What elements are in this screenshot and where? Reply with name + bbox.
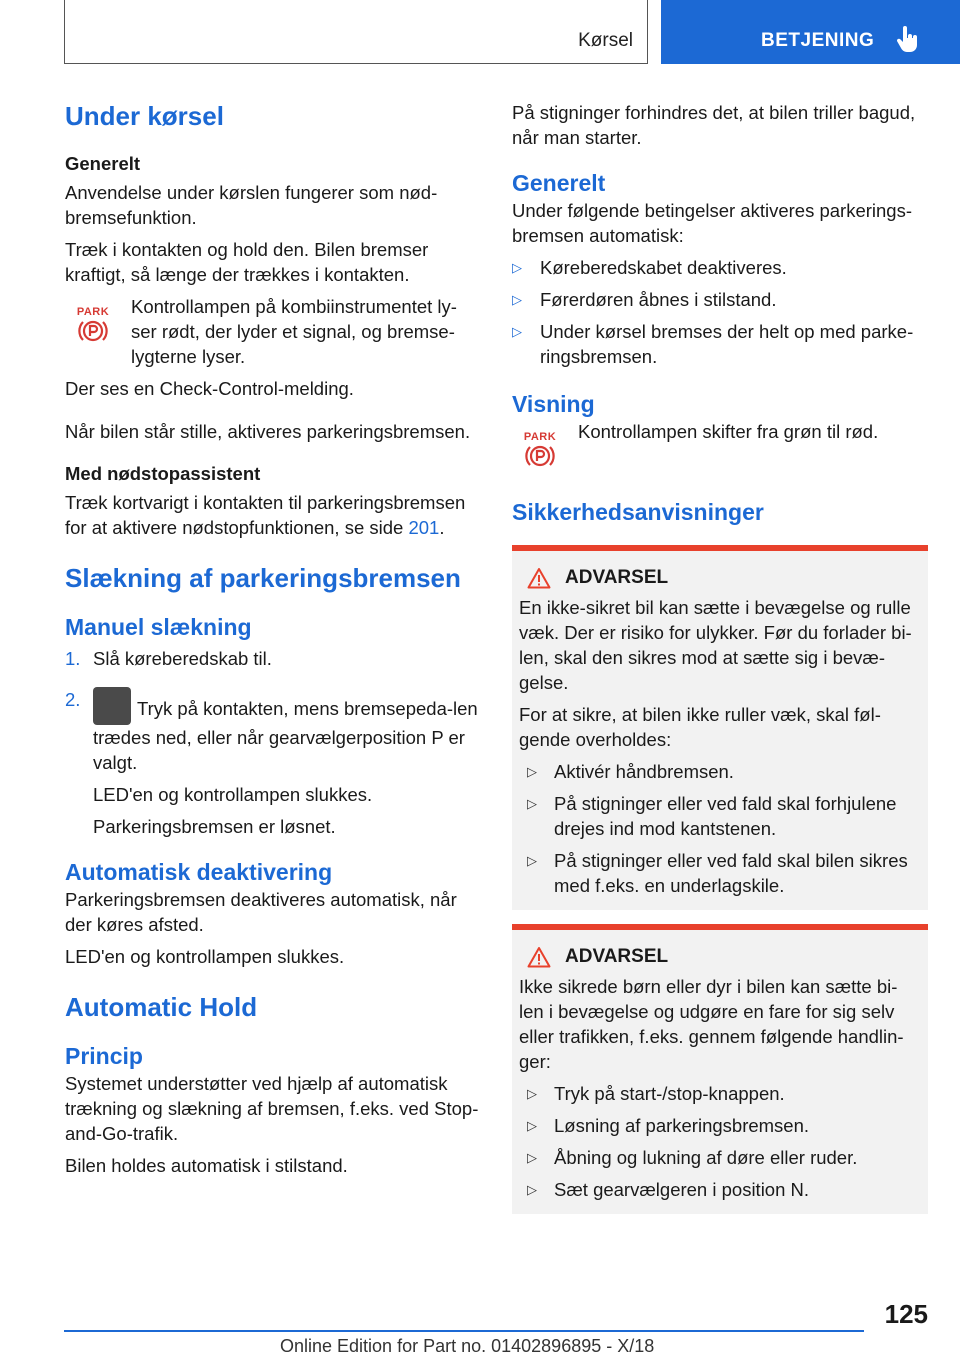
heading-princip: Princip — [65, 1043, 143, 1069]
step-text: Slå køreberedskab til. — [93, 648, 272, 669]
park-indicator-row — [512, 419, 928, 469]
header-chapter-tab[interactable] — [661, 0, 960, 64]
triangle-bullet-icon: ▷ — [527, 796, 537, 811]
footer-divider — [64, 1330, 864, 1332]
paragraph: Træk i kontakten og hold den. Bilen bremser kraftigt, så længe der trækkes i kontakten. — [65, 239, 429, 285]
triangle-bullet-icon: ▷ — [527, 764, 537, 779]
step-number: 1. — [65, 648, 81, 669]
parking-brake-switch-icon — [93, 687, 131, 725]
parking-brake-symbol-icon — [78, 318, 108, 344]
list-item-text: Tryk på start-/stop-knappen. — [554, 1083, 785, 1104]
right-column — [512, 100, 928, 1214]
park-indicator-text: Kontrollampen skifter fra grøn til rød. — [578, 421, 879, 442]
triangle-bullet-icon: ▷ — [527, 853, 537, 868]
warning-triangle-icon — [527, 946, 551, 968]
step-item — [65, 687, 480, 839]
triangle-bullet-icon: ▷ — [512, 324, 522, 339]
paragraph: På stigninger forhindres det, at bilen triller bagud, når man starter. — [512, 102, 916, 148]
list-item — [519, 759, 921, 784]
step-number: 2. — [65, 689, 81, 710]
warning-box — [512, 545, 928, 910]
list-item — [512, 319, 928, 369]
paragraph: Der ses en Check-Control-melding. — [65, 378, 354, 399]
heading-automatic-hold: Automatic Hold — [65, 992, 258, 1022]
header-chapter-title: BETJENING — [761, 30, 875, 51]
warning-paragraph: Ikke sikrede børn eller dyr i bilen kan sætte bi-len i bevægelse og udgøre en fare for sig selv eller trafikken, f.eks. gennem følgende handlin-ger: — [519, 976, 904, 1072]
heading-under-koersel: Under kørsel — [65, 101, 224, 131]
list-item-text: På stigninger eller ved fald skal forhjulene drejes ind mod kantstenen. — [554, 793, 897, 839]
list-item-text: Førerdøren åbnes i stilstand. — [540, 289, 777, 310]
heading-generelt: Generelt — [512, 170, 606, 196]
warning-title-row — [527, 565, 921, 591]
warning-title: ADVARSEL — [565, 567, 669, 588]
hand-pointing-icon — [897, 26, 919, 54]
subheading-generelt: Generelt — [65, 153, 141, 174]
footer-edition: Online Edition for Part no. 01402896895 - X/18 — [280, 1336, 655, 1356]
step-item — [65, 646, 480, 671]
list-item — [512, 255, 928, 280]
conditions-list — [512, 255, 928, 369]
park-brake-icon — [512, 419, 568, 469]
warning-list — [519, 1081, 921, 1202]
triangle-bullet-icon: ▷ — [527, 1118, 537, 1133]
page-link-201[interactable]: 201 — [408, 517, 440, 538]
step-body — [93, 687, 480, 839]
step-note: LED'en og kontrollampen slukkes. — [93, 784, 373, 805]
warning-list — [519, 759, 921, 898]
paragraph: LED'en og kontrollampen slukkes. — [65, 946, 345, 967]
list-item-text: Aktivér håndbremsen. — [554, 761, 734, 782]
list-item — [519, 1177, 921, 1202]
parking-brake-symbol-icon — [525, 443, 555, 469]
warning-title: ADVARSEL — [565, 946, 669, 967]
step-note: Parkeringsbremsen er løsnet. — [93, 816, 336, 837]
park-brake-label: PARK — [523, 431, 557, 443]
paragraph: Parkeringsbremsen deaktiveres automatisk, når der køres afsted. — [65, 889, 457, 935]
paragraph: Bilen holdes automatisk i stilstand. — [65, 1155, 348, 1176]
heading-slaekning: Slækning af parkeringsbremsen — [65, 563, 461, 593]
heading-manuel-slaekning: Manuel slækning — [65, 614, 252, 640]
heading-automatisk-deaktivering: Automatisk deaktivering — [65, 859, 333, 885]
list-item — [519, 1113, 921, 1138]
triangle-bullet-icon: ▷ — [527, 1150, 537, 1165]
park-indicator-row — [65, 294, 480, 369]
paragraph: Under følgende betingelser aktiveres parkerings-bremsen automatisk: — [512, 200, 913, 246]
warning-triangle-icon — [527, 567, 551, 589]
triangle-bullet-icon: ▷ — [512, 292, 522, 307]
paragraph-nodstop — [65, 490, 480, 540]
list-item-text: Løsning af parkeringsbremsen. — [554, 1115, 810, 1136]
paragraph: Systemet understøtter ved hjælp af automatisk trækning og slækning af bremsen, f.eks. ved Stop-and-Go-trafik. — [65, 1073, 479, 1144]
header-section-title: Kørsel — [578, 30, 633, 51]
warning-paragraph: En ikke-sikret bil kan sætte i bevægelse og rulle væk. Der er risiko for ulykker. Før du forlader bi-len, skal den sikres mod at sætte sig i bevæ-gelse. — [519, 597, 912, 693]
list-item-text: Køreberedskabet deaktiveres. — [540, 257, 787, 278]
subheading-nodstop: Med nødstopassistent — [65, 463, 261, 484]
list-item-text: Åbning og lukning af døre eller ruder. — [554, 1147, 858, 1168]
heading-visning: Visning — [512, 391, 595, 417]
paragraph: Anvendelse under kørslen fungerer som nød-bremsefunktion. — [65, 182, 438, 228]
header-section-box — [64, 0, 648, 64]
triangle-bullet-icon: ▷ — [512, 260, 522, 275]
list-item-text: På stigninger eller ved fald skal bilen sikres med f.eks. en underlagskile. — [554, 850, 908, 896]
heading-sikkerhedsanvisninger: Sikkerhedsanvisninger — [512, 499, 764, 525]
list-item — [512, 287, 928, 312]
list-item — [519, 1081, 921, 1106]
park-brake-icon — [65, 294, 121, 344]
park-indicator-text: Kontrollampen på kombiinstrumentet ly-ser rødt, der lyder et signal, og bremse-lygterne lyser. — [131, 296, 457, 367]
park-brake-label: PARK — [76, 306, 110, 318]
paragraph: Når bilen står stille, aktiveres parkeringsbremsen. — [65, 421, 471, 442]
list-item-text: Sæt gearvælgeren i position N. — [554, 1179, 810, 1200]
list-item-text: Under kørsel bremses der helt op med parke-ringsbremsen. — [540, 321, 914, 367]
triangle-bullet-icon: ▷ — [527, 1182, 537, 1197]
list-item — [519, 1145, 921, 1170]
paragraph-end: . — [439, 517, 445, 538]
left-column — [65, 100, 480, 1178]
triangle-bullet-icon: ▷ — [527, 1086, 537, 1101]
list-item — [519, 848, 921, 898]
warning-title-row — [527, 944, 921, 970]
warning-box — [512, 924, 928, 1214]
list-item — [519, 791, 921, 841]
steps-list — [65, 646, 480, 839]
warning-paragraph: For at sikre, at bilen ikke ruller væk, skal føl-gende overholdes: — [519, 704, 881, 750]
paragraph-text: Træk kortvarigt i kontakten til parkeringsbremsen for at aktivere nødstopfunktionen, se side — [65, 492, 466, 538]
step-text: Tryk på kontakten, mens bremsepeda-len trædes ned, eller når gearvælgerposition P er valgt. — [93, 698, 478, 773]
page-number: 125 — [884, 1299, 928, 1329]
